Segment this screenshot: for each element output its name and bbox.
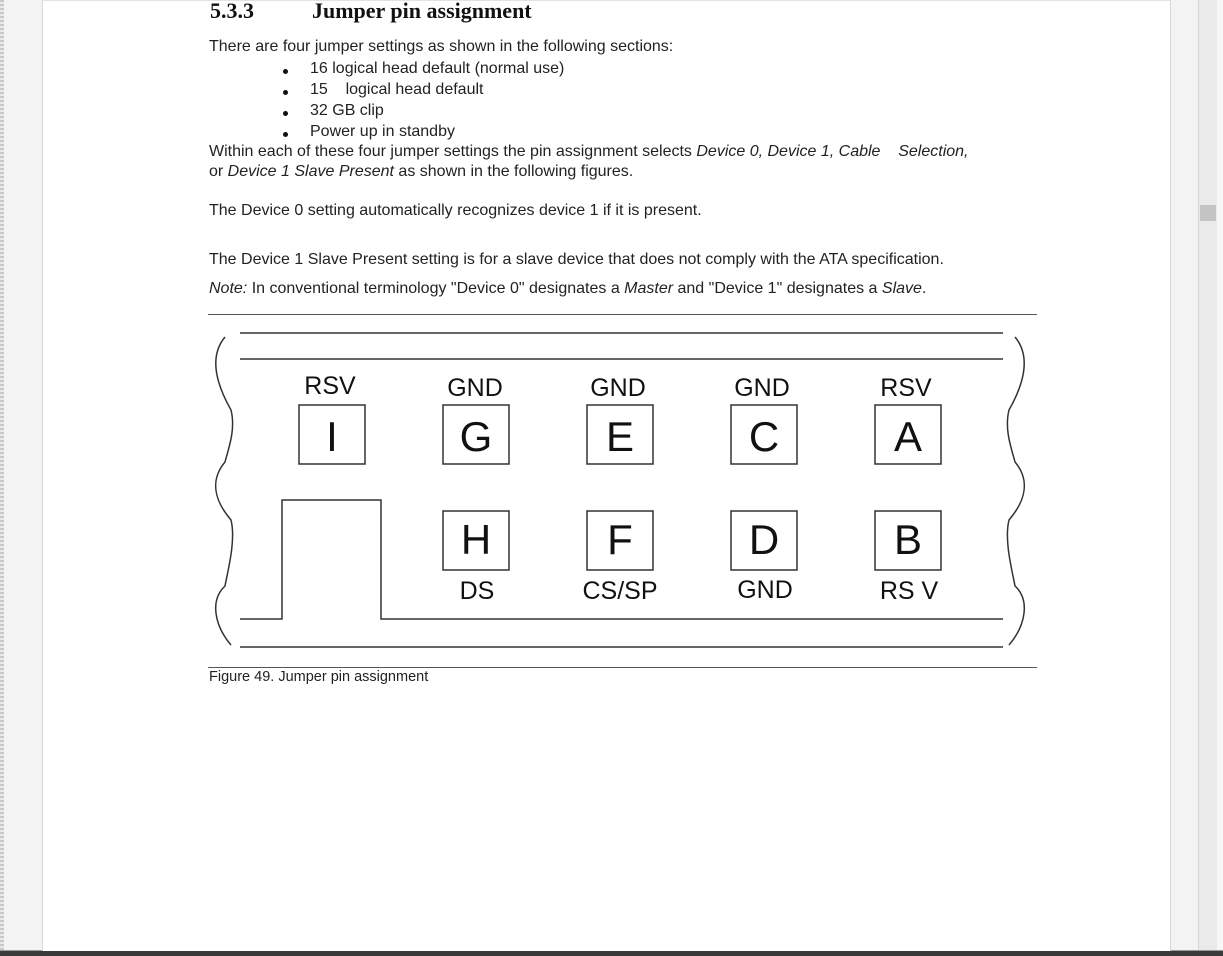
pin-label-top: GND <box>590 374 646 402</box>
note-slave: Slave <box>881 280 922 297</box>
figure-caption: Figure 49. Jumper pin assignment <box>209 669 429 685</box>
vertical-scrollbar[interactable] <box>1198 0 1217 950</box>
pin-letter: A <box>893 413 923 460</box>
pin-letter: D <box>748 516 780 563</box>
pin-label-top: RSV <box>304 372 356 400</box>
viewer-right-margin <box>1170 0 1198 950</box>
selection-text: or <box>209 163 228 180</box>
bullet-item-3: 32 GB clip <box>310 102 384 119</box>
pin-label-top: GND <box>447 374 503 402</box>
scrollbar-thumb[interactable] <box>1200 205 1216 221</box>
pin-letter: H <box>460 516 492 563</box>
pin-letter: C <box>748 413 780 460</box>
jumper-pin-diagram <box>42 0 1169 700</box>
note-text: In conventional terminology "Device 0" designates a <box>247 280 625 297</box>
pin-label-bottom: GND <box>737 576 793 604</box>
selection-text: Within each of these four jumper settings the pin assignment selects <box>209 143 697 160</box>
section-title: Jumper pin assignment <box>312 0 532 23</box>
pin-letter: I <box>326 413 338 460</box>
selection-option-slave-present: Device 1 Slave Present <box>227 163 394 180</box>
device0-paragraph: The Device 0 setting automatically recognizes device 1 if it is present. <box>209 202 702 219</box>
pin-letter: E <box>605 413 635 460</box>
section-number: 5.3.3 <box>210 0 254 23</box>
pin-label-bottom: CS/SP <box>582 577 658 605</box>
pin-label-bottom: RS V <box>879 577 939 605</box>
left-break-line <box>216 337 233 645</box>
note-text: and "Device 1" designates a <box>673 280 882 297</box>
selection-text: as shown in the following figures. <box>393 163 634 180</box>
viewer-left-margin <box>4 0 42 950</box>
bullet-item-4: Power up in standby <box>310 123 455 140</box>
bullet-item-2: 15 logical head default <box>310 81 484 98</box>
pin-label-top: GND <box>734 374 790 402</box>
note-master: Master <box>624 280 674 297</box>
selection-options: Device 0, Device 1, Cable Selection, <box>696 143 969 160</box>
pin-letter: B <box>893 516 923 563</box>
right-break-line <box>1007 337 1024 645</box>
bullet-item-1: 16 logical head default (normal use) <box>310 60 565 77</box>
pin-label-bottom: DS <box>459 577 495 605</box>
pin-letter: G <box>459 413 493 460</box>
note-label: Note: <box>209 280 248 297</box>
note-text: . <box>921 280 927 297</box>
viewer-right-border <box>1217 0 1223 950</box>
pin-letter: F <box>607 516 633 563</box>
intro-paragraph: There are four jumper settings as shown in the following sections: <box>209 38 674 55</box>
device1-paragraph: The Device 1 Slave Present setting is for a slave device that does not comply with the ATA specification. <box>209 251 944 268</box>
pin-label-top: RSV <box>880 374 932 402</box>
